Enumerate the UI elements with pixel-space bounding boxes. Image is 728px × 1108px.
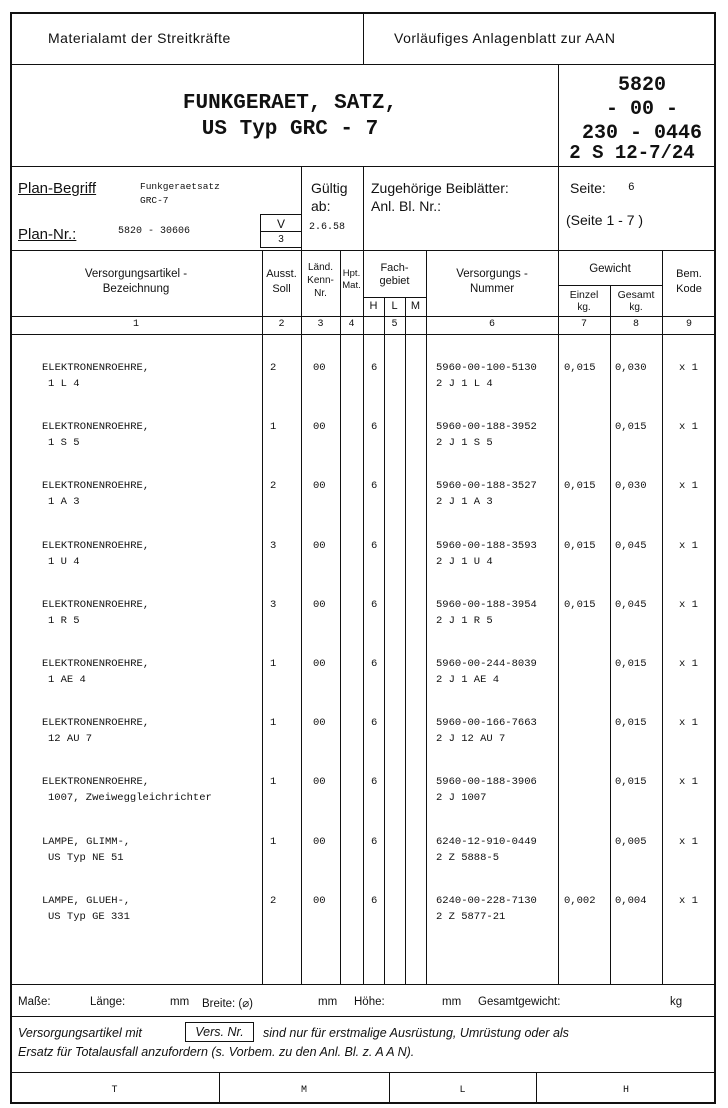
col-bezeichnung-line2: Bezeichnung [102,283,170,295]
row-supply-number: 5960-00-188-3906 [436,776,537,788]
row-unit-weight: 0,015 [564,599,596,611]
row-supply-code: 2 Z 5888-5 [436,852,500,864]
row-supply-code: 2 J 1 R 5 [436,615,493,627]
row-country-code: 00 [313,362,326,374]
row-designation-detail: US Typ GE 331 [48,911,130,923]
row-quantity: 3 [270,540,277,552]
row-designation-detail: 1007, Zweiweggleichrichter [48,792,212,804]
col-fach-h: H [369,300,378,312]
row-remark-code: x 1 [679,421,698,433]
v-box-divider [260,231,302,232]
col-fach-line1: Fach- [380,262,409,274]
col-einzel-line2: kg. [577,302,591,313]
row-country-code: 00 [313,895,326,907]
col-line-g [426,250,427,984]
row-designation: ELEKTRONENROEHRE, [42,599,150,611]
col-versnr-line2: Nummer [469,283,515,295]
col-number-3: 3 [317,319,324,330]
row-quantity: 1 [270,836,277,848]
col-fach-m: M [410,300,421,312]
gueltig-value: 2.6.58 [309,222,346,233]
row-remark-code: x 1 [679,540,698,552]
row-designation: LAMPE, GLIMM-, [42,836,131,848]
row-supply-number: 5960-00-188-3954 [436,599,537,611]
beiblaetter-label-line1: Zugehörige Beiblätter: [371,180,509,196]
measures-breite: Breite: (⌀) [202,998,254,1010]
row-designation: ELEKTRONENROEHRE, [42,421,150,433]
plan-nr-label: Plan-Nr.: [18,226,77,243]
row-field: 6 [371,480,378,492]
col-line-f [405,297,406,984]
col-hpt-line1: Hpt. [342,268,361,279]
sheet-title: Vorläufiges Anlagenblatt zur AAN [394,30,616,46]
row-supply-number: 5960-00-166-7663 [436,717,537,729]
col-land-line3: Nr. [314,288,327,299]
row-supply-number: 5960-00-188-3527 [436,480,537,492]
row-designation-detail: 1 AE 4 [48,674,86,686]
note-part1: Versorgungsartikel mit [18,1026,142,1040]
col-land-line1: Länd. [307,262,334,273]
col-number-6: 6 [488,319,495,330]
row-supply-number: 6240-12-910-0449 [436,836,537,848]
row-supply-code: 2 J 1 U 4 [436,556,493,568]
rule-footer [10,1072,716,1073]
row-supply-code: 2 J 1 AE 4 [436,674,500,686]
row-remark-code: x 1 [679,717,698,729]
row-total-weight: 0,004 [615,895,647,907]
rule-plan-2 [363,166,364,250]
rule-measures-top [10,984,716,985]
measures-mm2: mm [318,996,338,1008]
row-quantity: 1 [270,776,277,788]
row-supply-code: 2 J 1007 [436,792,487,804]
row-country-code: 00 [313,480,326,492]
row-quantity: 1 [270,717,277,729]
gueltig-label-line2: ab: [311,198,331,214]
row-total-weight: 0,015 [615,658,647,670]
rule-measures-bottom [10,1016,716,1017]
row-unit-weight: 0,015 [564,480,596,492]
row-designation: ELEKTRONENROEHRE, [42,658,150,670]
col-gesamt-line2: kg. [629,302,643,313]
row-supply-code: 2 Z 5877-21 [436,911,506,923]
plan-begriff-value-line1: Funkgeraetsatz [140,181,220,192]
rule-fach-sub [363,297,426,298]
row-remark-code: x 1 [679,362,698,374]
measures-mm1: mm [170,996,190,1008]
item-title-line1: FUNKGERAET, SATZ, [182,92,398,115]
row-quantity: 1 [270,658,277,670]
row-remark-code: x 1 [679,480,698,492]
col-number-9: 9 [685,319,692,330]
gueltig-label-line1: Gültig [311,180,348,196]
row-unit-weight: 0,015 [564,362,596,374]
row-designation: ELEKTRONENROEHRE, [42,362,150,374]
measures-gesamtgewicht: Gesamtgewicht: [478,996,561,1008]
row-country-code: 00 [313,658,326,670]
row-field: 6 [371,836,378,848]
row-supply-number: 5960-00-188-3593 [436,540,537,552]
col-ausst-line2: Soll [272,283,291,295]
authority: Materialamt der Streitkräfte [48,30,231,46]
col-fach-l: L [391,300,398,312]
note-part2: sind nur für erstmalige Ausrüstung, Umrüstung oder als [263,1026,569,1040]
row-supply-code: 2 J 1 L 4 [436,378,493,390]
note-line2: Ersatz für Totalausfall anzufordern (s. Vorbem. zu den Anl. Bl. z. A A N). [18,1045,415,1059]
row-quantity: 3 [270,599,277,611]
row-field: 6 [371,717,378,729]
row-quantity: 2 [270,480,277,492]
row-country-code: 00 [313,599,326,611]
row-supply-number: 5960-00-188-3952 [436,421,537,433]
col-bezeichnung-line1: Versorgungsartikel - [84,268,188,280]
row-supply-code: 2 J 1 S 5 [436,437,493,449]
row-field: 6 [371,776,378,788]
footer-h: H [622,1085,629,1096]
row-total-weight: 0,005 [615,836,647,848]
col-line-e [384,297,385,984]
row-designation: ELEKTRONENROEHRE, [42,540,150,552]
v-value: 3 [278,234,284,245]
row-designation-detail: 1 S 5 [48,437,80,449]
row-designation: ELEKTRONENROEHRE, [42,480,150,492]
row-designation: LAMPE, GLUEH-, [42,895,131,907]
col-line-h [558,250,559,984]
col-land-line2: Kenn- [307,275,334,286]
row-field: 6 [371,421,378,433]
col-number-1: 1 [132,319,139,330]
row-quantity: 2 [270,895,277,907]
seite-label: Seite: [570,180,606,196]
row-supply-code: 2 J 12 AU 7 [436,733,506,745]
row-designation: ELEKTRONENROEHRE, [42,776,150,788]
col-gewicht: Gewicht [589,263,631,275]
row-remark-code: x 1 [679,658,698,670]
footer-t: T [111,1085,118,1096]
v-label: V [276,217,285,231]
row-total-weight: 0,015 [615,421,647,433]
seite-range: (Seite 1 - 7 ) [566,212,644,228]
row-country-code: 00 [313,717,326,729]
row-remark-code: x 1 [679,599,698,611]
row-remark-code: x 1 [679,836,698,848]
row-quantity: 2 [270,362,277,374]
note-vers-nr: Vers. Nr. [195,1025,244,1039]
measures-kg: kg [670,996,683,1008]
col-einzel-line1: Einzel [569,289,599,301]
row-field: 6 [371,658,378,670]
row-supply-number: 5960-00-100-5130 [436,362,537,374]
plan-begriff-value-line2: GRC-7 [140,195,169,206]
row-remark-code: x 1 [679,895,698,907]
row-designation-detail: 12 AU 7 [48,733,93,745]
measures-label: Maße: [18,996,51,1008]
col-line-a [262,250,263,984]
row-field: 6 [371,599,378,611]
col-number-8: 8 [632,319,639,330]
footer-l: L [459,1085,466,1096]
row-total-weight: 0,030 [615,362,647,374]
measures-hoehe: Höhe: [354,996,385,1008]
row-supply-code: 2 J 1 A 3 [436,496,493,508]
row-total-weight: 0,045 [615,599,647,611]
row-country-code: 00 [313,776,326,788]
row-supply-number: 5960-00-244-8039 [436,658,537,670]
row-field: 6 [371,540,378,552]
col-gesamt-line1: Gesamt [617,289,655,301]
col-hpt-line2: Mat. [342,280,361,291]
row-quantity: 1 [270,421,277,433]
supply-number-line2: - 00 - [605,98,678,121]
row-total-weight: 0,045 [615,540,647,552]
row-designation: ELEKTRONENROEHRE, [42,717,150,729]
col-number-7: 7 [580,319,587,330]
row-country-code: 00 [313,540,326,552]
item-title-line2: US Typ GRC - 7 [201,118,379,141]
footer-m: M [300,1085,307,1096]
plan-nr-value: 5820 - 30606 [118,226,191,237]
row-designation-detail: 1 R 5 [48,615,80,627]
supply-number-line3: 230 - 0446 [581,122,703,145]
rule-plan-3 [558,166,559,250]
rule-header [10,64,716,65]
seite-value: 6 [628,182,635,194]
col-fach-line2: gebiet [379,275,410,287]
row-total-weight: 0,030 [615,480,647,492]
row-country-code: 00 [313,836,326,848]
col-bem-line1: Bem. [676,268,702,280]
row-total-weight: 0,015 [615,776,647,788]
row-supply-number: 6240-00-228-7130 [436,895,537,907]
row-field: 6 [371,895,378,907]
col-ausst-line1: Ausst. [266,268,297,280]
col-line-c [340,250,341,984]
rule-header-split [363,12,364,64]
col-line-i [610,285,611,984]
row-total-weight: 0,015 [615,717,647,729]
row-designation-detail: 1 U 4 [48,556,80,568]
measures-mm3: mm [442,996,462,1008]
row-field: 6 [371,362,378,374]
col-line-d [363,250,364,984]
row-designation-detail: US Typ NE 51 [48,852,124,864]
beiblaetter-label-line2: Anl. Bl. Nr.: [371,198,442,214]
row-remark-code: x 1 [679,776,698,788]
col-number-2: 2 [278,319,285,330]
col-versnr-line1: Versorgungs - [456,268,528,280]
supply-number-line4: 2 S 12-7/24 [569,142,695,164]
col-number-4: 4 [348,319,355,330]
row-designation-detail: 1 L 4 [48,378,80,390]
row-designation-detail: 1 A 3 [48,496,80,508]
col-bem-line2: Kode [676,283,702,295]
supply-number-line1: 5820 [617,74,666,97]
col-line-j [662,250,663,984]
row-unit-weight: 0,015 [564,540,596,552]
row-unit-weight: 0,002 [564,895,596,907]
col-line-b [301,250,302,984]
plan-begriff-label: Plan-Begriff [18,180,97,197]
row-country-code: 00 [313,421,326,433]
col-number-5: 5 [391,319,398,330]
measures-laenge: Länge: [90,996,126,1008]
